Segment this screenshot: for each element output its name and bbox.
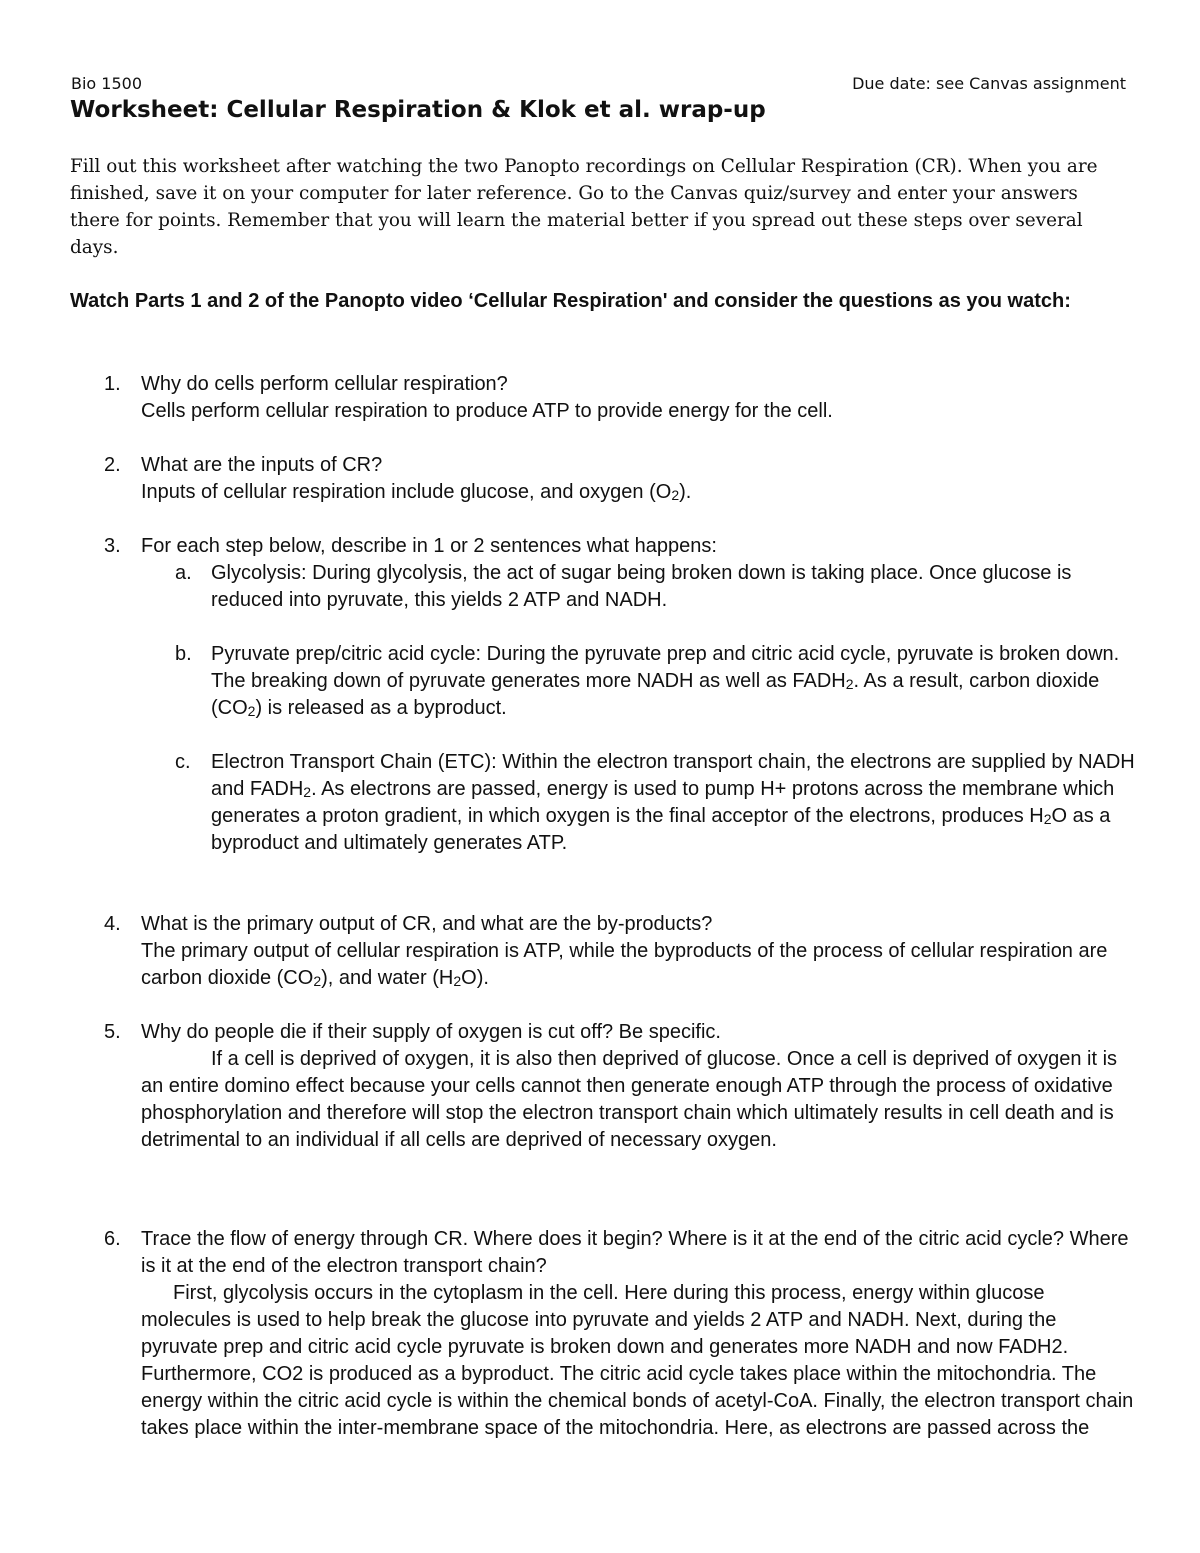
question-number: 3. bbox=[104, 535, 121, 557]
part-letter: c. bbox=[175, 751, 191, 773]
answer-text: First, glycolysis occurs in the cytoplasm in the cell. Here during this process, energy within glucose molecules is used to help break the glucose into pyruvate and yields 2 ATP and NADH. Next, during the pyruvate prep and citric acid cycle pyruvate is broken down and generates more NADH and now FADH2. Furthermore, CO2 is produced as a byproduct. The citric acid cycle takes place within the mitochondria. The energy within the citric acid cycle is within the chemical bonds of acetyl-CoA. Finally, the electron transport chain takes place within the inter-membrane space of the mitochondria. Here, as electrons are passed across the bbox=[141, 1282, 1134, 1439]
part-letter: a. bbox=[175, 562, 192, 584]
question-number: 6. bbox=[104, 1228, 121, 1250]
question-text: Why do people die if their supply of oxygen is cut off? Be specific. bbox=[141, 1021, 721, 1043]
question-number: 4. bbox=[104, 913, 121, 935]
answer-text: The primary output of cellular respiration is ATP, while the byproducts of the process of cellular respiration are carbon dioxide $(CO_2)$, and water $(H_2O)$. bbox=[141, 940, 1108, 990]
question-text: Why do cells perform cellular respiration? bbox=[141, 373, 508, 395]
page-title: Worksheet: Cellular Respiration & Klok et al. wrap-up bbox=[70, 97, 766, 123]
question-text: What are the inputs of CR? bbox=[141, 454, 383, 476]
due-date: Due date: see Canvas assignment bbox=[852, 74, 1126, 93]
part-answer: Glycolysis: During glycolysis, the act of sugar being broken down is taking place. Once glucose is reduced into pyruvate, this yields 2 ATP and NADH. bbox=[211, 562, 1072, 611]
question-number: 1. bbox=[104, 373, 121, 395]
answer-text: If a cell is deprived of oxygen, it is also then deprived of glucose. Once a cell is deprived of oxygen it is an entire domino effect because your cells cannot then generate enough ATP through the process of oxidative phosphorylation and therefore will stop the electron transport chain which ultimately results in cell death and is detrimental to an individual if all cells are deprived of necessary oxygen. bbox=[141, 1048, 1118, 1151]
part-answer: Pyruvate prep/citric acid cycle: During the pyruvate prep and citric acid cycle, pyruvate is broken down. The breaking down of pyruvate generates more NADH as well as $FADH_2$. As a result, carbon dioxide $(CO_2)$ is released as a byproduct. bbox=[211, 643, 1120, 720]
course-code: Bio 1500 bbox=[71, 74, 143, 93]
part-letter: b. bbox=[175, 643, 192, 665]
question-text: Trace the flow of energy through CR. Where does it begin? Where is it at the end of the citric acid cycle? Where is it at the end of the electron transport chain? bbox=[141, 1228, 1129, 1277]
part-answer: Electron Transport Chain (ETC): Within the electron transport chain, the electrons are supplied by NADH and $FADH_2$. As electrons are passed, energy is used to pump H+ protons across the membrane which generates a proton gradient, in which oxygen is the final acceptor of the electrons, produces $H_2O$ as a byproduct and ultimately generates ATP. bbox=[211, 751, 1135, 854]
answer-text: Inputs of cellular respiration include glucose, and oxygen $(O_2)$. bbox=[141, 481, 692, 504]
answer-text: Cells perform cellular respiration to produce ATP to provide energy for the cell. bbox=[141, 400, 833, 422]
question-text: For each step below, describe in 1 or 2 sentences what happens: bbox=[141, 535, 717, 557]
question-text: What is the primary output of CR, and what are the by-products? bbox=[141, 913, 713, 935]
intro-paragraph: Fill out this worksheet after watching the two Panopto recordings on Cellular Respiration (CR). When you are finished, save it on your computer for later reference. Go to the Canvas quiz/survey and enter your answers there for points. Remember that you will learn the material better if you spread out these steps over several days. bbox=[70, 156, 1098, 258]
section-heading: Watch Parts 1 and 2 of the Panopto video ‘Cellular Respiration' and consider the questions as you watch: bbox=[70, 290, 1071, 312]
question-number: 2. bbox=[104, 454, 121, 476]
question-number: 5. bbox=[104, 1021, 121, 1043]
